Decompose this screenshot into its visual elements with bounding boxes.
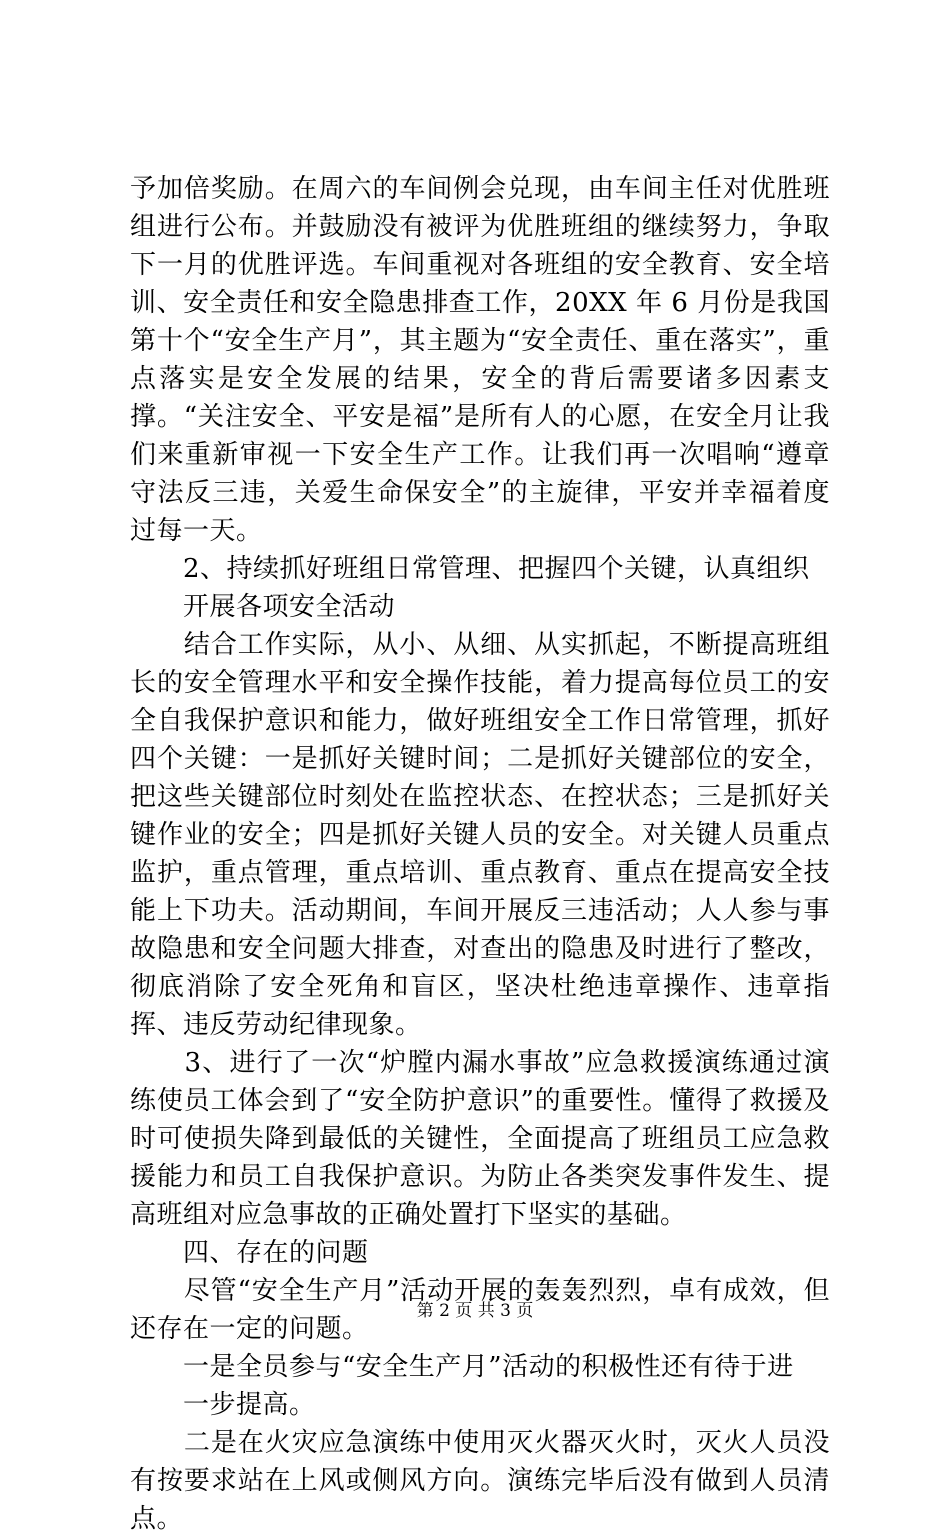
- paragraph-5: 3、进行了一次“炉膛内漏水事故”应急救援演练通过演练使员工体会到了“安全防护意识”的重要性。懂得了救援及时可使损失降到最低的关键性，全面提高了班组员工应急救援能力和员工自我保护意识。为防止各类突发事件发生、提高班组对应急事故的正确处置打下坚实的基础。: [130, 1048, 830, 1230]
- paragraph-8: 一是全员参与“安全生产月”活动的积极性还有待于进: [130, 1352, 794, 1382]
- paragraph-4: 结合工作实际，从小、从细、从实抓起，不断提高班组长的安全管理水平和安全操作技能，着力提高每位员工的安全自我保护意识和能力，做好班组安全工作日常管理，抓好四个关键：一是抓好关键时间；二是抓好关键部位的安全，把这些关键部位时刻处在监控状态、在控状态；三是抓好关键作业的安全；四是抓好关键人员的安全。对关键人员重点监护，重点管理，重点培训、重点教育、重点在提高安全技能上下功夫。活动期间，车间开展反三违活动；人人参与事故隐患和安全问题大排查，对查出的隐患及时进行了整改，彻底消除了安全死角和盲区，坚决杜绝违章操作、违章指挥、违反劳动纪律现象。: [130, 630, 830, 1040]
- paragraph-3: 开展各项安全活动: [130, 592, 396, 622]
- section-heading-issues: 四、存在的问题: [130, 1238, 369, 1268]
- paragraph-9: 一步提高。: [130, 1390, 316, 1420]
- page-footer: 第 2 页 共 3 页: [416, 1301, 534, 1321]
- document-body: [130, 170, 830, 1538]
- paragraph-10: 二是在火灾应急演练中使用灭火器灭火时，灭火人员没有按要求站在上风或侧风方向。演练完毕后没有做到人员清点。: [130, 1428, 830, 1534]
- paragraph-1: 予加倍奖励。在周六的车间例会兑现，由车间主任对优胜班组进行公布。并鼓励没有被评为优胜班组的继续努力，争取下一月的优胜评选。车间重视对各班组的安全教育、安全培训、安全责任和安全隐患排查工作，20XX 年 6 月份是我国第十个“安全生产月”，其主题为“安全责任、重在落实”，重点落实是安全发展的结果，安全的背后需要诸多因素支撑。“关注安全、平安是福”是所有人的心愿，在安全月让我们来重新审视一下安全生产工作。让我们再一次唱响“遵章守法反三违，关爱生命保安全”的主旋律，平安并幸福着度过每一天。: [130, 174, 830, 546]
- paragraph-2: 2、持续抓好班组日常管理、把握四个关键，认真组织: [130, 554, 810, 584]
- paragraph-7: 尽管“安全生产月”活动开展的轰轰烈烈，卓有成效，但还存在一定的问题。: [130, 1276, 830, 1344]
